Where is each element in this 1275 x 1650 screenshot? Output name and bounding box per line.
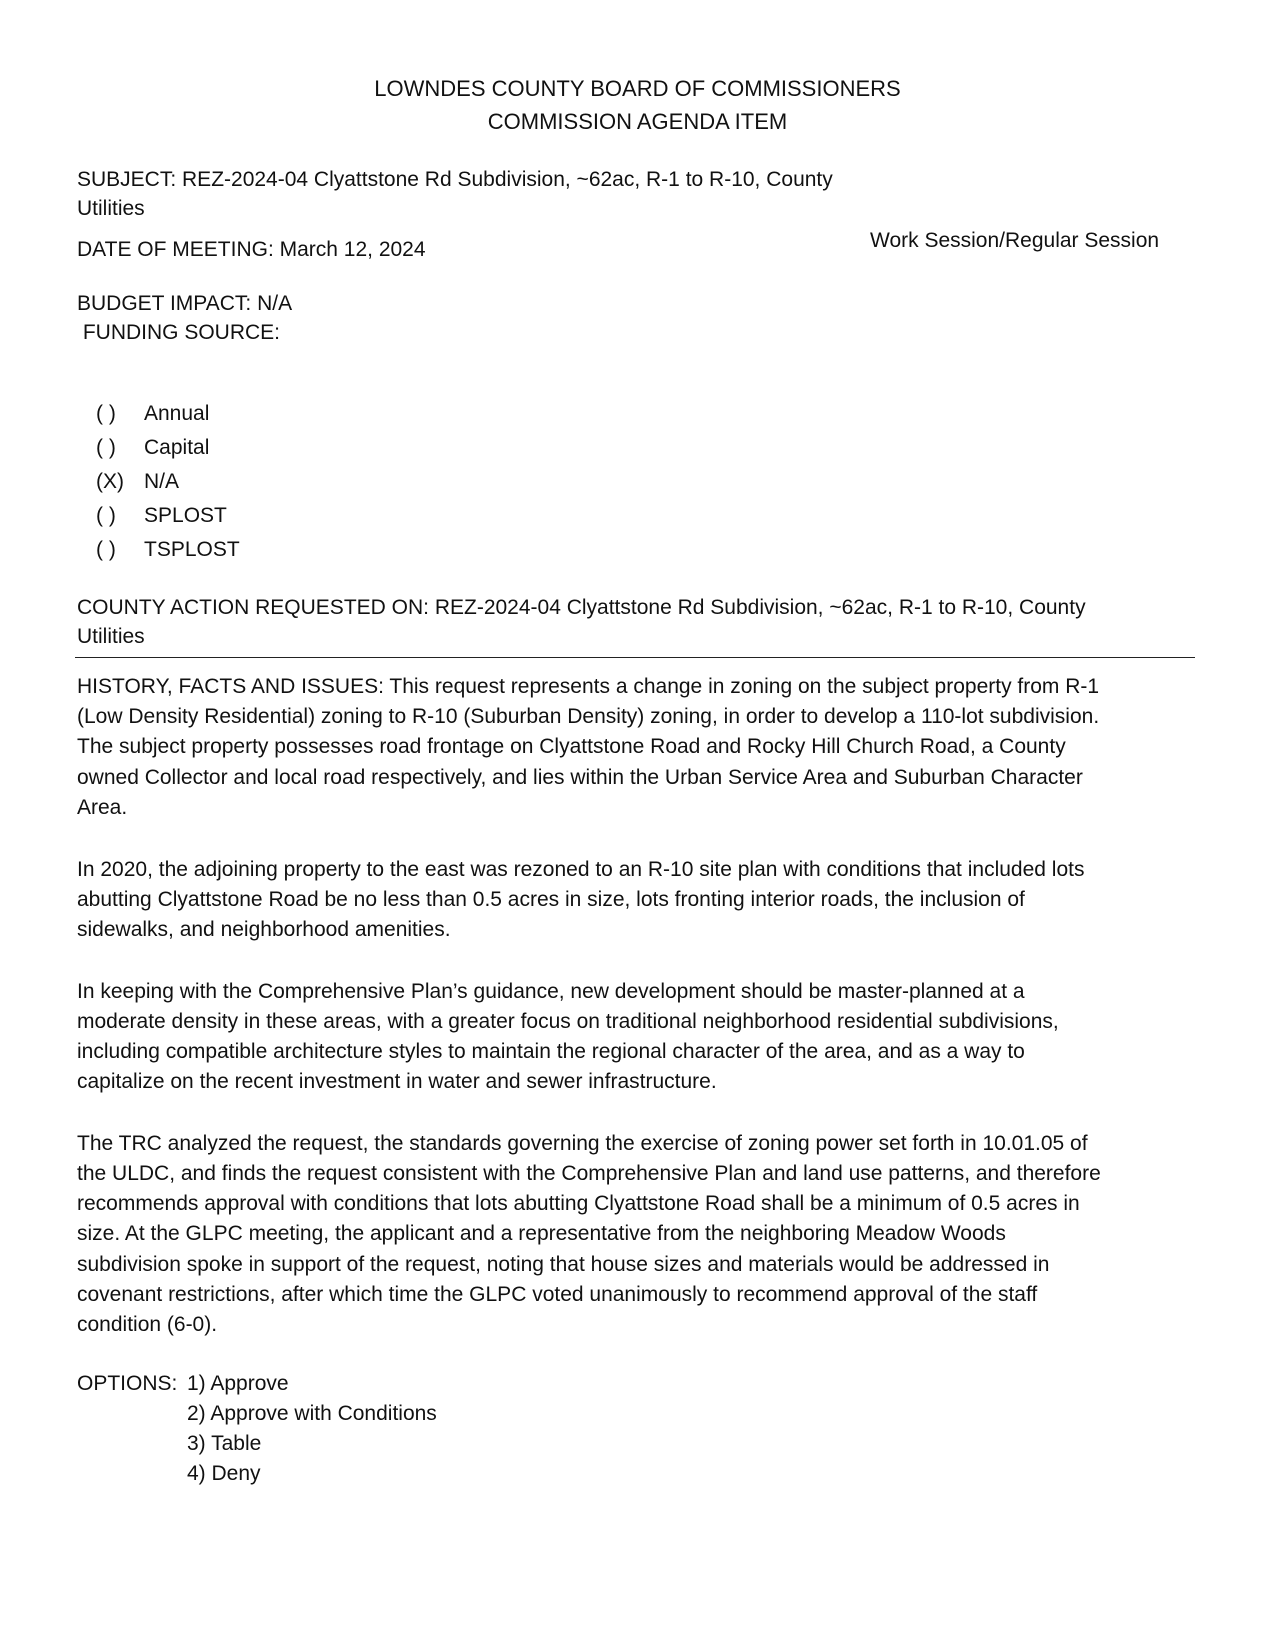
funding-option-label: N/A	[144, 470, 180, 493]
session-type: Work Session/Regular Session	[870, 229, 1160, 252]
text-line: the ULDC, and finds the request consistent with the Comprehensive Plan and land use patterns, and therefore	[77, 1162, 1101, 1185]
text-line: size. At the GLPC meeting, the applicant and a representative from the neighboring Meadow Woods	[77, 1222, 1006, 1245]
subject-line-2: Utilities	[77, 197, 145, 220]
meeting-date: DATE OF MEETING: March 12, 2024	[77, 238, 426, 261]
option-approve-with-conditions: 2) Approve with Conditions	[187, 1402, 437, 1425]
funding-option-label: Capital	[144, 436, 210, 459]
text-line: capitalize on the recent investment in water and sewer infrastructure.	[77, 1070, 717, 1093]
text-line: covenant restrictions, after which time the GLPC voted unanimously to recommend approval of the staff	[77, 1283, 1038, 1306]
text-line: The TRC analyzed the request, the standards governing the exercise of zoning power set forth in 10.01.05 of	[77, 1132, 1088, 1155]
text-line: In keeping with the Comprehensive Plan’s guidance, new development should be master-planned at a	[77, 980, 1025, 1003]
funding-option-capital	[96, 433, 209, 466]
board-title: LOWNDES COUNTY BOARD OF COMMISSIONERS	[374, 76, 901, 101]
funding-source-label: FUNDING SOURCE:	[77, 321, 281, 344]
funding-option-tsplost	[96, 535, 240, 568]
text-line: In 2020, the adjoining property to the east was rezoned to an R-10 site plan with conditions that included lots	[77, 858, 1085, 881]
text-line: The subject property possesses road frontage on Clyattstone Road and Rocky Hill Church Road, a County	[77, 735, 1066, 758]
text-line: condition (6-0).	[77, 1313, 218, 1336]
option-table: 3) Table	[187, 1432, 262, 1455]
option-deny: 4) Deny	[187, 1462, 261, 1485]
subject-line-1: SUBJECT: REZ-2024-04 Clyattstone Rd Subdivision, ~62ac, R-1 to R-10, County	[77, 168, 833, 191]
funding-option-splost	[96, 501, 227, 534]
funding-checkbox-mark: ( )	[96, 402, 116, 425]
text-line: moderate density in these areas, with a greater focus on traditional neighborhood residential subdivisions,	[77, 1010, 1059, 1033]
funding-option-label: TSPLOST	[144, 538, 240, 561]
options-label: OPTIONS:	[77, 1372, 178, 1395]
action-requested-line-1: COUNTY ACTION REQUESTED ON: REZ-2024-04 Clyattstone Rd Subdivision, ~62ac, R-1 to R-10, County	[77, 596, 1086, 619]
funding-option-na	[96, 467, 179, 500]
text-line: subdivision spoke in support of the request, noting that house sizes and materials would be addressed in	[77, 1253, 1050, 1276]
text-line: Area.	[77, 796, 128, 819]
funding-option-label: SPLOST	[144, 504, 227, 527]
option-approve: 1) Approve	[187, 1372, 289, 1395]
funding-option-label: Annual	[144, 402, 210, 425]
section-divider	[75, 657, 1195, 658]
text-line: abutting Clyattstone Road be no less than 0.5 acres in size, lots fronting interior roads, the inclusion of	[77, 888, 1025, 911]
funding-checkbox-mark: ( )	[96, 538, 116, 561]
funding-checkbox-mark: (X)	[96, 470, 124, 493]
text-line: recommends approval with conditions that lots abutting Clyattstone Road shall be a minimum of 0.5 acres in	[77, 1192, 1080, 1215]
text-line: owned Collector and local road respectively, and lies within the Urban Service Area and Suburban Character	[77, 766, 1083, 789]
budget-impact: BUDGET IMPACT: N/A	[77, 292, 293, 315]
text-line: (Low Density Residential) zoning to R-10 (Suburban Density) zoning, in order to develop a 110-lot subdivision.	[77, 705, 1100, 728]
action-requested-line-2: Utilities	[77, 625, 145, 648]
funding-checkbox-mark: ( )	[96, 436, 116, 459]
funding-checkbox-mark: ( )	[96, 504, 116, 527]
text-line: HISTORY, FACTS AND ISSUES: This request represents a change in zoning on the subject property from R-1	[77, 675, 1100, 698]
text-line: including compatible architecture styles to maintain the regional character of the area, and as a way to	[77, 1040, 1025, 1063]
agenda-item-title: COMMISSION AGENDA ITEM	[487, 109, 788, 134]
funding-option-annual	[96, 399, 209, 432]
text-line: sidewalks, and neighborhood amenities.	[77, 918, 451, 941]
